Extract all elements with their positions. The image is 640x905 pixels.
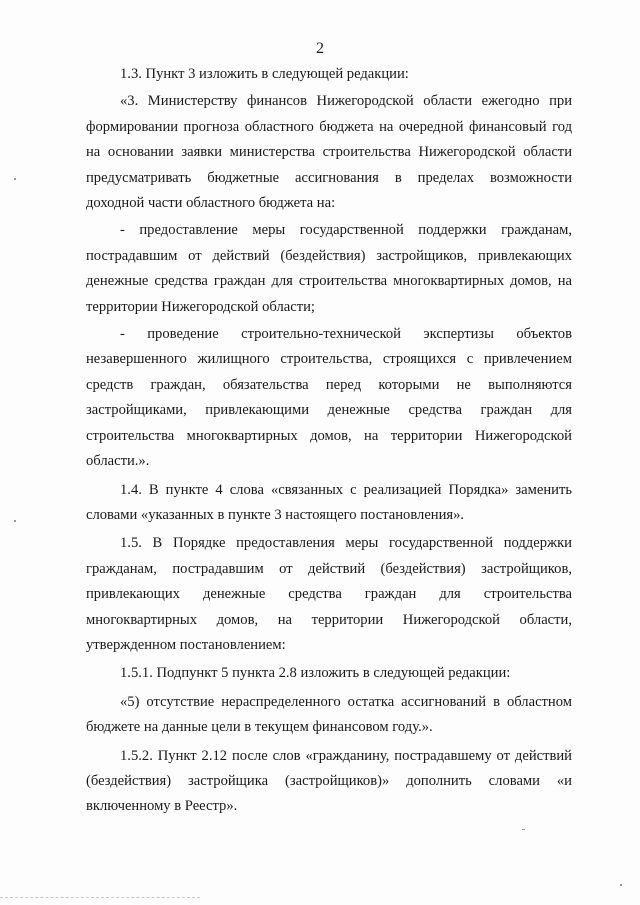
paragraph-1-5-2: 1.5.2. Пункт 2.12 после слов «гражданину, пострадавшему от действий (бездействия) застройщика (застройщиков)» дополнить словами «и включенному в Реестр». [86,747,572,815]
paragraph-bullet-expertise: - проведение строительно-технической экспертизы объектов незавершенного жилищного строительства, строящихся с привлечением средств граждан, обязательства перед которыми не выполняются застройщиками, привлекающими денежные средства граждан для строительства многоквартирных домов, на территории Нижегородской области.». [86,326,572,470]
paragraph-clause-5: «5) отсутствие нераспределенного остатка ассигнований в областном бюджете на данные цели в текущем финансовом году.». [86,693,572,736]
paragraph-1-5-1: 1.5.1. Подпункт 5 пункта 2.8 изложить в следующей редакции: [120,665,511,682]
scan-speck [14,520,16,522]
scan-speck [14,178,16,180]
paragraph-1-4: 1.4. В пункте 4 слова «связанных с реализацией Порядка» заменить словами «указанных в пункте 3 настоящего постановления». [86,481,572,523]
paragraph-1-5: 1.5. В Порядке предоставления меры государственной поддержки гражданам, пострадавшим от действий (бездействия) застройщиков, привлекающих денежные средства граждан для строительства многоквартирных домов, на территории Нижегородской области, утвержденном постановлением: [86,535,572,653]
document-body [86,62,572,820]
page-number: 2 [316,40,324,57]
scan-speck [522,829,525,830]
scan-speck [620,884,622,886]
scan-bottom-edge [0,897,200,899]
paragraph-1-3: 1.3. Пункт 3 изложить в следующей редакции: [120,66,409,82]
paragraph-clause-3: «3. Министерству финансов Нижегородской области ежегодно при формировании прогноза областного бюджета на очередной финансовый год на основании заявки министерства строительства Нижегородской области предусматривать бюджетные ассигнования в пределах возможности доходной части областного бюджета на: [86,93,572,212]
paragraph-bullet-support: - предоставление меры государственной поддержки гражданам, пострадавшим от действий (бездействия) застройщиков, привлекающих денежные средства граждан для строительства многоквартирных домов, на территории Нижегородской области; [86,222,572,315]
